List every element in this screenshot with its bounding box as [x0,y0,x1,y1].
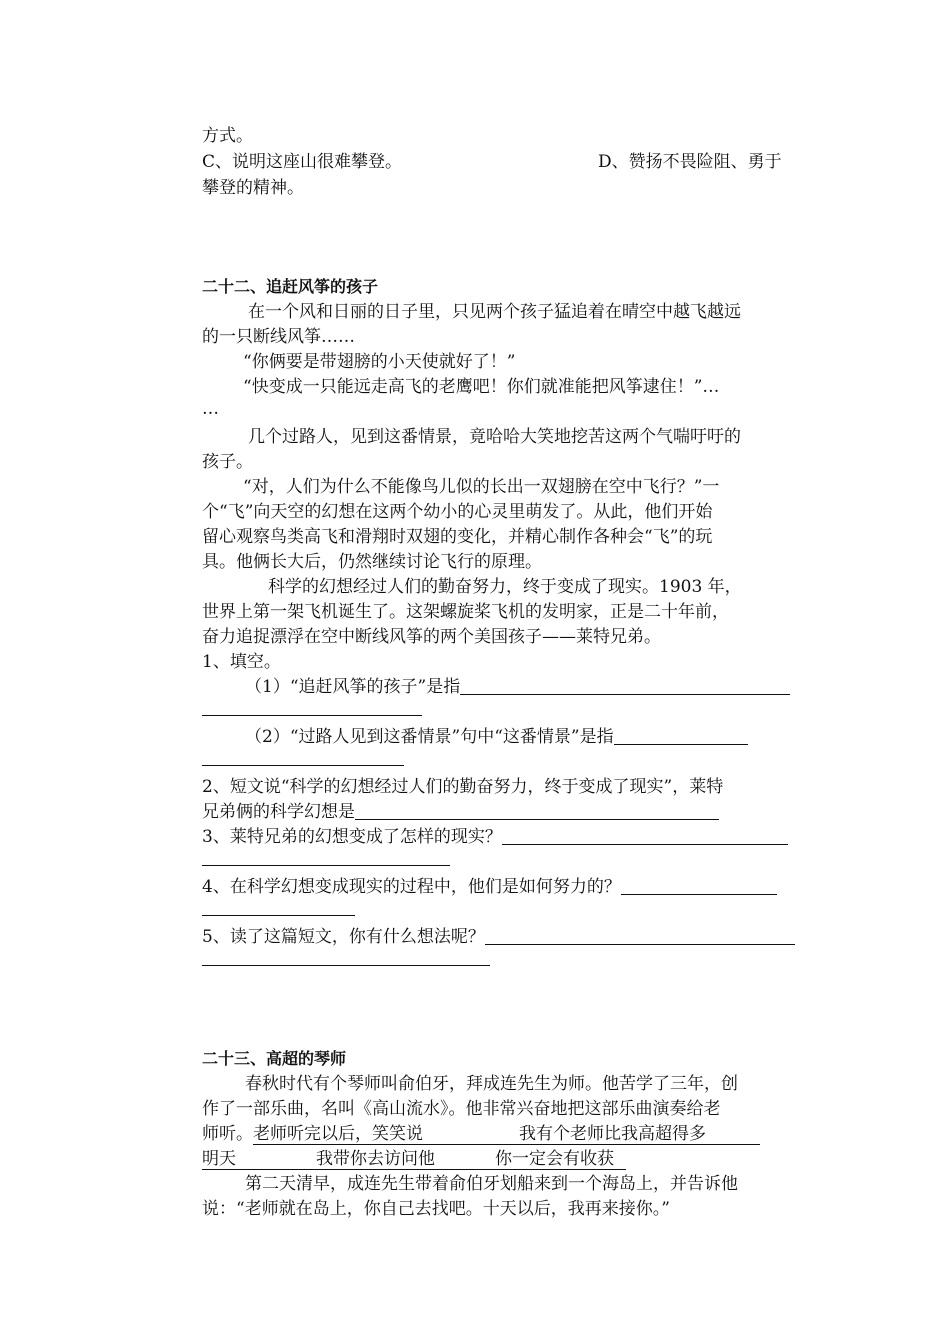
quote-line: “你俩要是带翅膀的小天使就好了！” [243,352,516,372]
answer-blank[interactable] [202,915,355,916]
paragraph-line: 个“飞”向天空的幻想在这两个幼小的心灵里萌发了。从此，他们开始 [202,502,713,522]
question-prompt [202,825,788,849]
question-prompt [202,800,719,824]
answer-blank[interactable] [355,801,719,820]
answer-blank[interactable] [502,826,788,845]
answer-blank[interactable] [614,726,748,745]
paragraph-line: 春秋时代有个琴师叫俞伯牙，拜成连先生为师。他苦学了三年，创 [245,1074,738,1094]
underlined-text [253,1124,760,1145]
question-prompt: 2、短文说“科学的幻想经过人们的勤奋努力，终于变成了现实”，莱特 [202,777,724,797]
paragraph-text: 师听。 [202,1124,253,1144]
paragraph-line: 具。他俩长大后，仍然继续讨论飞行的原理。 [202,552,542,572]
question-prompt [245,675,790,699]
question-prompt [245,725,748,749]
question-heading: 1、填空。 [202,652,281,672]
option-c: C、说明这座山很难攀登。 [202,152,403,172]
underlined-phrase: 我有个老师比我高超得多 [519,1124,706,1144]
underlined-phrase: 你一定会有收获 [495,1149,614,1169]
question-text: 4、在科学幻想变成现实的过程中，他们是如何努力的？ [202,877,621,897]
underlined-phrase: 我带你去访问他 [316,1149,435,1169]
answer-blank[interactable] [460,676,790,695]
answer-blank[interactable] [202,715,422,716]
question-prompt [202,925,795,949]
paragraph-line [202,1122,760,1146]
paragraph-line: 世界上第一架飞机诞生了。这架螺旋桨飞机的发明家，正是二十年前， [202,602,729,622]
quote-line: “快变成一只能远走高飞的老鹰吧！你们就准能把风筝逮住！”… [243,377,720,397]
paragraph-line: 几个过路人，见到这番情景，竟哈哈大笑地挖苦这两个气喘吁吁的 [248,427,741,447]
quote-line: … [202,399,219,419]
paragraph-line: 说：“老师就在岛上，你自己去找吧。十天以后，我再来接你。” [202,1199,670,1219]
question-prompt [202,875,777,899]
underlined-phrase: 明天 [202,1149,236,1169]
underlined-text [202,1149,626,1170]
option-d: D、赞扬不畏险阻、勇于 [598,152,782,172]
paragraph-line: 第二天清早，成连先生带着俞伯牙划船来到一个海岛上，并告诉他 [245,1174,738,1194]
question-text: （2）“过路人见到这番情景”句中“这番情景”是指 [245,727,614,747]
answer-blank[interactable] [621,876,777,895]
answer-blank[interactable] [202,765,404,766]
question-text: （1）“追赶风筝的孩子”是指 [245,677,461,697]
prev-question-line: 方式。 [202,126,253,146]
paragraph-line: “对，人们为什么不能像鸟儿似的长出一双翅膀在空中飞行？”一 [243,477,720,497]
question-text: 兄弟俩的科学幻想是 [202,802,355,822]
question-text: 3、莱特兄弟的幻想变成了怎样的现实？ [202,827,502,847]
paragraph-line: 留心观察鸟类高飞和滑翔时双翅的变化，并精心制作各种会“飞”的玩 [202,527,713,547]
prev-question-line: 攀登的精神。 [202,178,304,198]
paragraph-line: 作了一部乐曲，名叫《高山流水》。他非常兴奋地把这部乐曲演奏给老 [202,1099,721,1119]
paragraph-line [202,1147,626,1171]
paragraph-line: 的一只断线风筝…… [202,327,355,347]
section-title: 二十二、追赶风筝的孩子 [202,277,379,296]
underlined-phrase: 老师听完以后，笑笑说 [253,1124,423,1144]
paragraph-line: 在一个风和日丽的日子里，只见两个孩子猛追着在晴空中越飞越远 [248,302,741,322]
paragraph-line: 奋力追捉漂浮在空中断线风筝的两个美国孩子——莱特兄弟。 [202,627,661,647]
paragraph-line: 孩子。 [202,452,253,472]
answer-blank[interactable] [202,965,490,966]
question-text: 5、读了这篇短文，你有什么想法呢？ [202,927,485,947]
paragraph-line: 科学的幻想经过人们的勤奋努力，终于变成了现实。1903 年， [268,577,742,597]
answer-blank[interactable] [485,926,795,945]
answer-blank[interactable] [202,865,450,866]
section-title: 二十三、高超的琴师 [202,1049,347,1068]
